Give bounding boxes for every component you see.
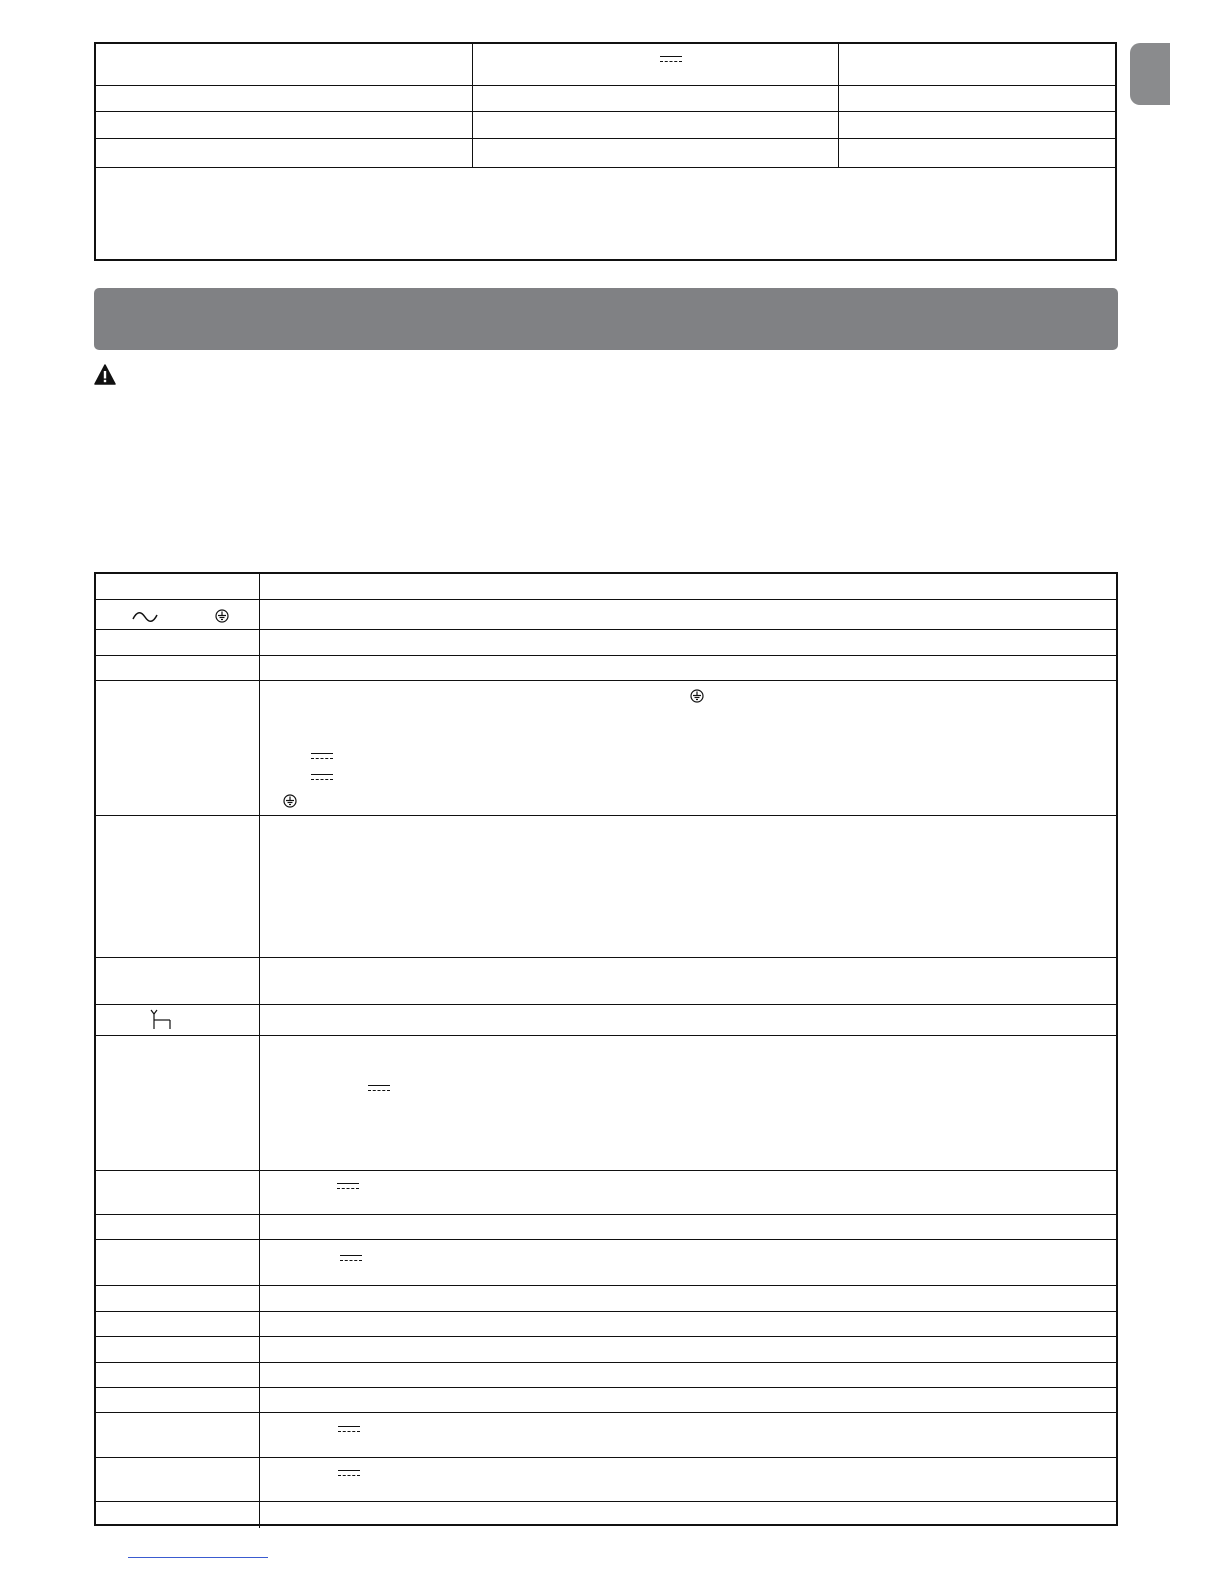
table-row-divider — [96, 1311, 1116, 1312]
footer-link[interactable] — [128, 1557, 268, 1558]
table-row-divider — [96, 111, 1115, 112]
language-tab — [1130, 43, 1170, 105]
table-row-divider — [96, 1457, 1116, 1458]
table-row-divider — [96, 1412, 1116, 1413]
dc-symbol-icon — [338, 1426, 360, 1434]
specification-table — [94, 572, 1118, 1526]
table-row-divider — [96, 1239, 1116, 1240]
table-row-divider — [96, 815, 1116, 816]
table-row-divider — [96, 1035, 1116, 1036]
ground-icon — [283, 794, 297, 808]
table-row-divider — [96, 1170, 1116, 1171]
dc-symbol-icon — [338, 1470, 360, 1478]
dc-symbol-icon — [340, 1255, 362, 1263]
ground-icon — [690, 689, 704, 703]
table-row-divider — [96, 138, 1115, 139]
dc-symbol-icon — [311, 753, 333, 761]
table-row-divider — [96, 1387, 1116, 1388]
table-column-divider — [838, 44, 839, 168]
section-header-bar — [94, 288, 1118, 350]
dc-symbol-icon — [337, 1183, 359, 1191]
table-row-divider — [96, 1214, 1116, 1215]
table-row-divider — [96, 167, 1115, 168]
antenna-icon — [148, 1009, 172, 1031]
warning-icon — [94, 364, 116, 386]
dc-symbol-icon — [660, 56, 682, 64]
ac-sine-icon — [132, 611, 158, 623]
table-row-divider — [96, 1501, 1116, 1502]
table-column-divider — [472, 44, 473, 168]
table-row-divider — [96, 1004, 1116, 1005]
dc-symbol-icon — [368, 1085, 390, 1093]
summary-table — [94, 42, 1117, 261]
table-row-divider — [96, 680, 1116, 681]
dc-symbol-icon — [311, 774, 333, 782]
table-row-divider — [96, 1362, 1116, 1363]
table-row-divider — [96, 1336, 1116, 1337]
table-row-divider — [96, 629, 1116, 630]
ground-icon — [215, 609, 229, 623]
table-row-divider — [96, 655, 1116, 656]
table-row-divider — [96, 85, 1115, 86]
table-column-divider — [259, 574, 260, 1528]
table-row-divider — [96, 599, 1116, 600]
table-row-divider — [96, 1285, 1116, 1286]
table-row-divider — [96, 957, 1116, 958]
